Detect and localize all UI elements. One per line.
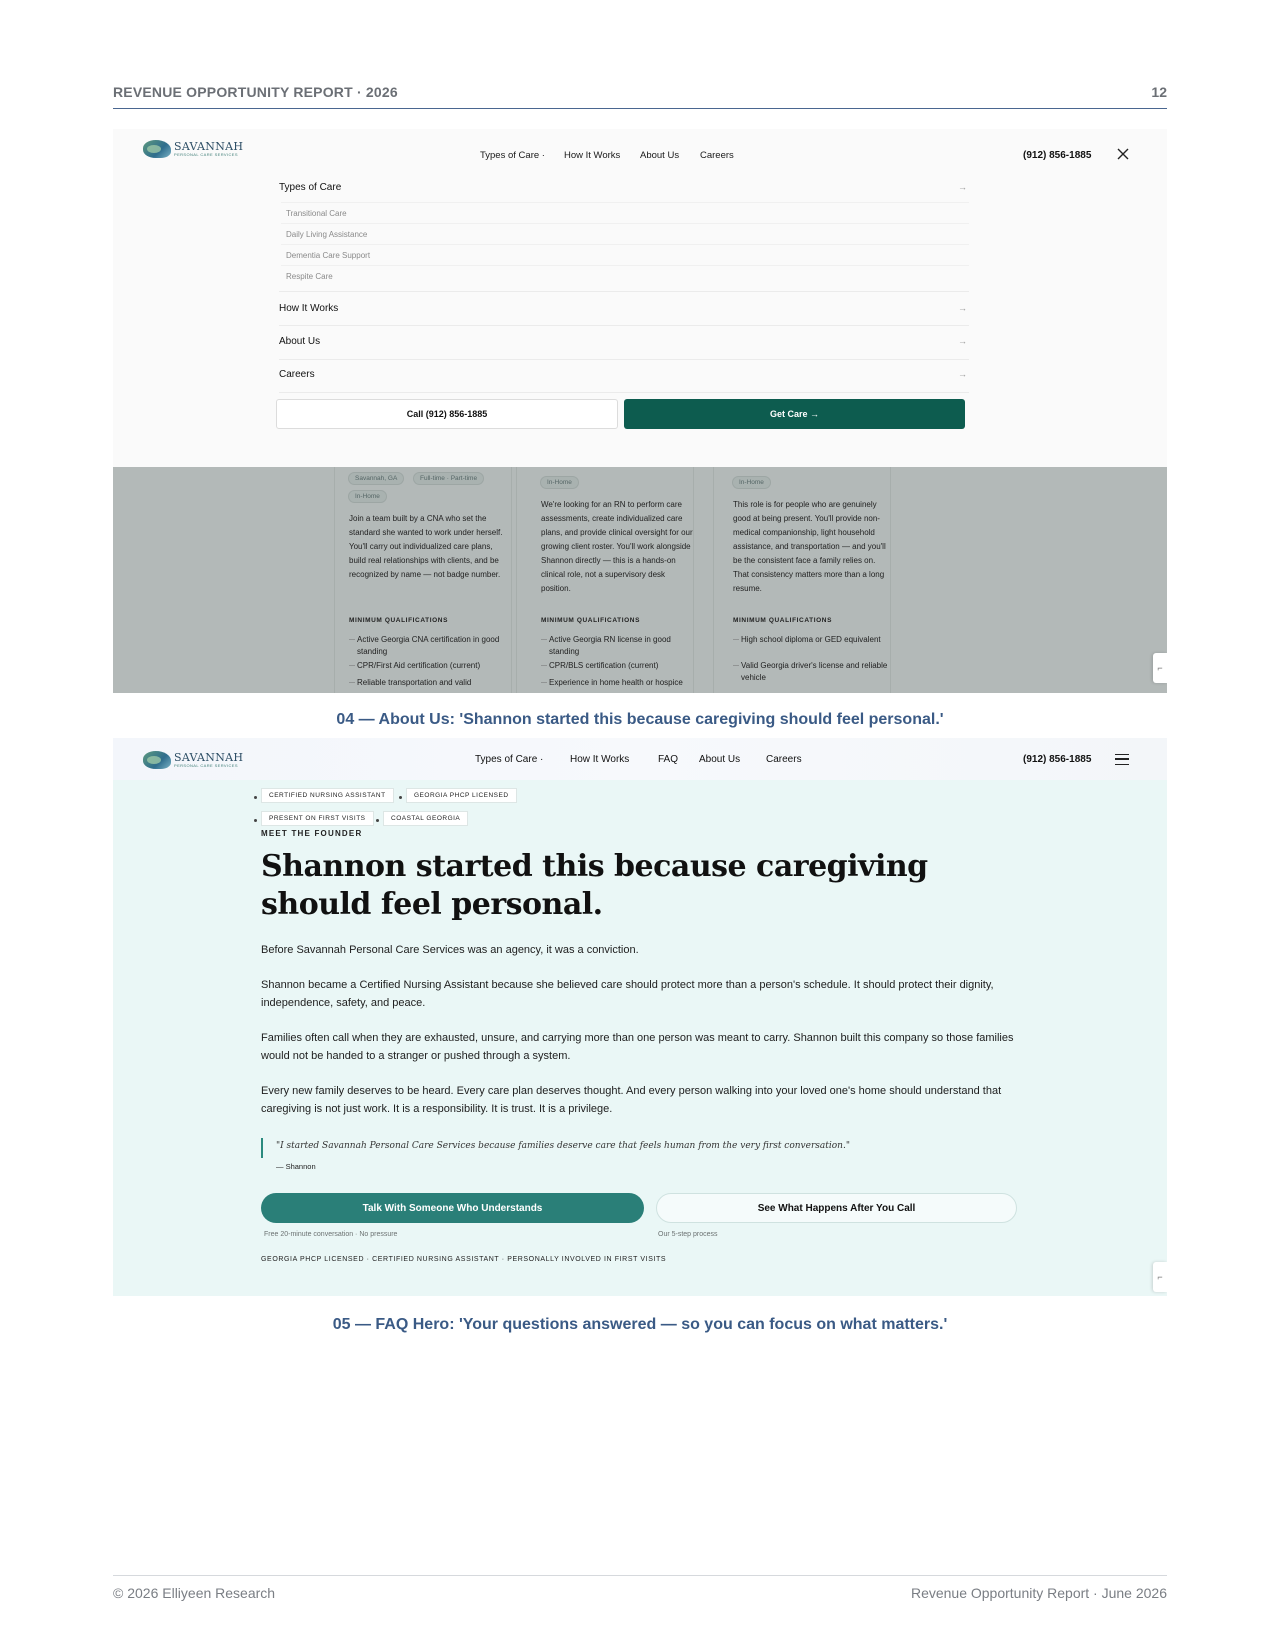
careers-menu-screenshot — [113, 129, 1167, 693]
qualification-item: — Valid Georgia driver's license and reliable vehicle — [733, 660, 888, 684]
founder-quote: "I started Savannah Personal Care Services because families deserve care that feels human from the very first conversation." — [276, 1141, 850, 1151]
divider — [279, 325, 969, 326]
logo-name: SAVANNAH — [174, 140, 244, 153]
bullet-dot — [254, 796, 257, 799]
page-number: 12 — [1151, 84, 1167, 100]
nav-how-it-works[interactable]: How It Works — [570, 754, 630, 765]
turtle-logo-icon — [143, 140, 171, 158]
job-card — [334, 467, 512, 693]
menu-panel — [113, 129, 1167, 467]
qualifications-heading: MINIMUM QUALIFICATIONS — [349, 617, 449, 624]
arrow-right-icon: → — [958, 182, 967, 192]
nav-types-of-care[interactable]: Types of Care · — [480, 150, 545, 161]
report-footer — [113, 1575, 1167, 1605]
job-card — [516, 467, 694, 693]
phone-number[interactable]: (912) 856-1885 — [1023, 754, 1092, 765]
arrow-right-icon: → — [958, 303, 967, 313]
submenu-item[interactable]: Daily Living Assistance — [286, 230, 368, 239]
qualification-item: — CPR/First Aid certification (current) — [349, 660, 504, 672]
job-description: Join a team built by a CNA who set the standard she wanted to work under herself. You'll carry out individualized care plans, build real relationships with clients, and be recognized by name — not badge number. — [349, 514, 503, 579]
menu-how-it-works[interactable]: How It Works — [279, 303, 339, 314]
bullet-dot — [376, 819, 379, 822]
qualification-item: — Active Georgia CNA certification in good standing — [349, 634, 504, 658]
menu-types-of-care[interactable]: Types of Care — [279, 182, 342, 193]
quote-accent-bar — [261, 1138, 263, 1158]
story-paragraph: Every new family deserves to be heard. Every care plan deserves thought. And every person walking into your loved one's home should understand that caregiving is not just work. It is a responsibility. It is trust. It is a privilege. — [261, 1085, 1002, 1115]
qualification-item: — High school diploma or GED equivalent — [733, 634, 888, 646]
divider — [281, 223, 969, 224]
credential-badge: COASTAL GEORGIA — [383, 811, 468, 826]
call-button[interactable]: Call (912) 856-1885 — [276, 399, 618, 429]
qualifications-heading: MINIMUM QUALIFICATIONS — [733, 617, 833, 624]
see-what-happens-button[interactable]: See What Happens After You Call — [656, 1193, 1017, 1223]
qualification-item: — Active Georgia RN license in good standing — [541, 634, 696, 658]
nav-careers[interactable]: Careers — [766, 754, 802, 765]
dimmed-page-content — [113, 467, 1167, 693]
qualification-item: — Reliable transportation and valid — [349, 677, 504, 689]
report-header — [113, 84, 1167, 109]
secondary-cta-note: Our 5-step process — [658, 1231, 718, 1238]
brand-logo[interactable] — [143, 140, 243, 158]
menu-about-us[interactable]: About Us — [279, 336, 321, 347]
story-paragraph: Shannon became a Certified Nursing Assistant because she believed care should protect more than a person's schedule. It should protect their dignity, independence, safety, and peace. — [261, 979, 994, 1009]
turtle-logo-icon — [143, 751, 171, 769]
nav-about-us[interactable]: About Us — [640, 150, 680, 161]
report-title: REVENUE OPPORTUNITY REPORT · 2026 — [113, 84, 398, 100]
job-tag: Full-time · Part-time — [413, 472, 484, 485]
divider — [279, 359, 969, 360]
credential-badge: PRESENT ON FIRST VISITS — [261, 811, 374, 826]
job-tag: Savannah, GA — [348, 472, 404, 485]
divider — [281, 244, 969, 245]
divider — [281, 265, 969, 266]
nav-how-it-works[interactable]: How It Works — [564, 150, 621, 161]
about-us-screenshot — [113, 738, 1167, 1296]
credential-badge: GEORGIA PHCP LICENSED — [406, 788, 517, 803]
menu-careers[interactable]: Careers — [279, 369, 315, 380]
logo-subtitle: PERSONAL CARE SERVICES — [174, 152, 238, 157]
divider — [279, 392, 969, 393]
bullet-dot — [399, 796, 402, 799]
job-tag: In-Home — [348, 490, 387, 503]
submenu-item[interactable]: Dementia Care Support — [286, 251, 371, 260]
trust-line: GEORGIA PHCP LICENSED · CERTIFIED NURSING ASSISTANT · PERSONALLY INVOLVED IN FIRST VISITS — [261, 1256, 667, 1263]
job-tag: In-Home — [732, 476, 771, 489]
site-header — [113, 738, 1167, 780]
qualification-item: — CPR/BLS certification (current) — [541, 660, 696, 672]
footer-copyright: © 2026 Elliyeen Research — [113, 1585, 276, 1601]
figure-caption: 04 — About Us: 'Shannon started this because caregiving should feel personal.' — [336, 711, 944, 728]
job-card — [713, 467, 891, 693]
arrow-right-icon: → — [958, 369, 967, 379]
credential-badge: CERTIFIED NURSING ASSISTANT — [261, 788, 394, 803]
nav-careers[interactable]: Careers — [700, 150, 734, 161]
job-description: We're looking for an RN to perform care assessments, create individualized care plans, and provide clinical oversight for our growing client roster. You'll work alongside Shannon directly — this is a hands-on clinical role, not a supervisory desk position. — [541, 500, 693, 593]
talk-with-someone-button[interactable]: Talk With Someone Who Understands — [261, 1193, 644, 1223]
divider — [279, 291, 969, 292]
nav-about-us[interactable]: About Us — [699, 754, 741, 765]
story-paragraph: Families often call when they are exhausted, unsure, and carrying more than one person was meant to carry. Shannon built this company so those families would not be handed to a stranger or pushed through a system. — [261, 1032, 1014, 1062]
logo-subtitle: PERSONAL CARE SERVICES — [174, 763, 238, 768]
job-tag: In-Home — [540, 476, 579, 489]
logo-name: SAVANNAH — [174, 751, 244, 764]
brand-logo[interactable] — [143, 751, 243, 769]
submenu-item[interactable]: Transitional Care — [286, 209, 347, 218]
quote-author: — Shannon — [276, 1162, 316, 1171]
footer-report-info: Revenue Opportunity Report · June 2026 — [910, 1585, 1167, 1601]
side-tab-icon[interactable]: ⌐ — [1153, 653, 1167, 683]
bullet-dot — [254, 819, 257, 822]
section-eyebrow: MEET THE FOUNDER — [261, 829, 363, 838]
divider — [281, 202, 969, 203]
close-icon[interactable] — [1116, 147, 1130, 161]
qualification-item: — Experience in home health or hospice — [541, 677, 696, 689]
primary-cta-note: Free 20-minute conversation · No pressure — [264, 1231, 398, 1238]
figure-caption: 05 — FAQ Hero: 'Your questions answered — so you can focus on what matters.' — [332, 1316, 948, 1333]
nav-faq[interactable]: FAQ — [658, 754, 679, 765]
nav-types-of-care[interactable]: Types of Care · — [475, 754, 544, 765]
get-care-button[interactable]: Get Care → — [624, 399, 965, 429]
submenu-item[interactable]: Respite Care — [286, 272, 333, 281]
side-tab-icon[interactable]: ⌐ — [1153, 1262, 1167, 1292]
intro-paragraph: Before Savannah Personal Care Services was an agency, it was a conviction. — [261, 944, 639, 956]
hamburger-menu-icon[interactable] — [1115, 754, 1129, 765]
qualifications-heading: MINIMUM QUALIFICATIONS — [541, 617, 641, 624]
phone-number[interactable]: (912) 856-1885 — [1023, 150, 1092, 161]
job-description: This role is for people who are genuinely good at being present. You'll provide non-medical companionship, light household assistance, and transportation — and you'll be the consistent face a family relies on. That consistency matters more than a long resume. — [733, 500, 886, 593]
page-title: Shannon started this because caregiving should feel personal. — [261, 849, 928, 922]
arrow-right-icon: → — [958, 336, 967, 346]
